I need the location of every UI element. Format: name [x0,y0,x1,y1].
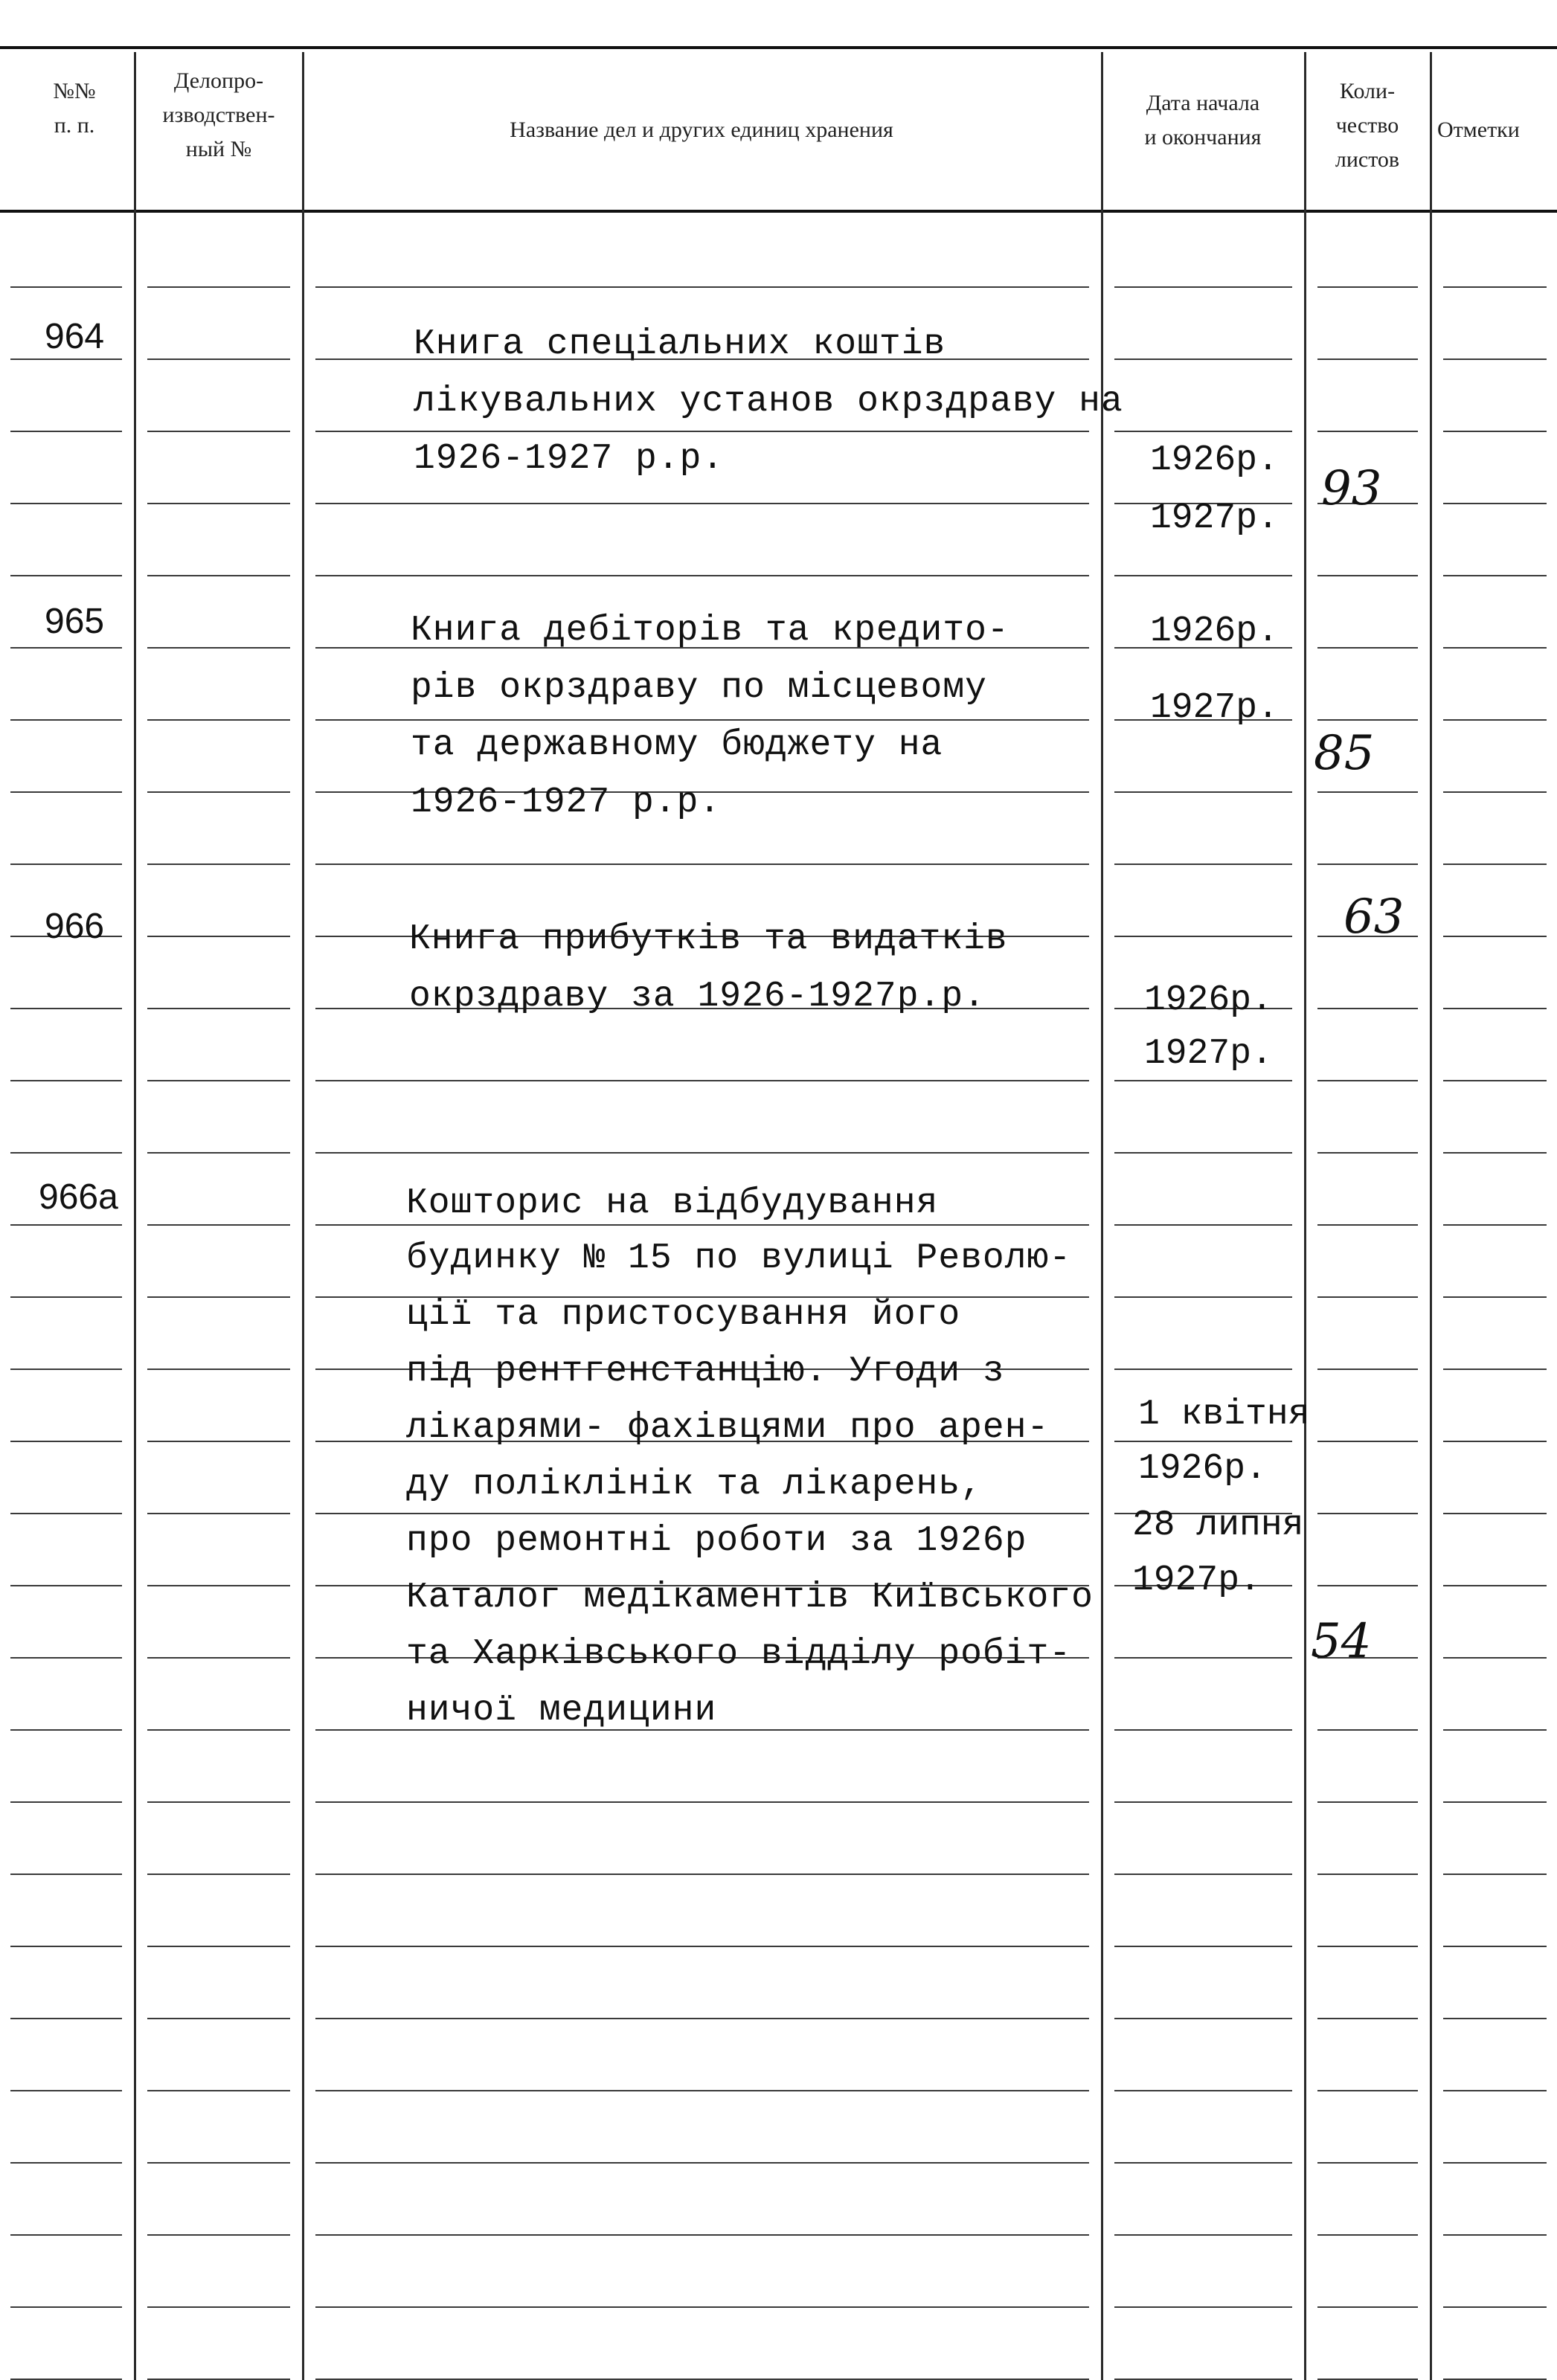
entry-date-start: 1 квітня [1138,1395,1310,1435]
ledger-rule-line [1443,1801,1547,1803]
entry-title-line: Книга спеціальних коштів [414,324,946,364]
entry-title-line: ції та пристосування його [406,1295,961,1335]
ledger-rule-line [1443,1513,1547,1514]
ledger-rule-line [315,1152,1089,1154]
ledger-rule-line [10,719,122,721]
entry-title-line: ничої медицини [406,1691,717,1731]
entry-title-line: Книга прибутків та видатків [409,919,1008,959]
ledger-rule-line [1114,575,1292,576]
column-divider-4 [1304,52,1306,2380]
entry-date-end: 1927р. [1144,1034,1273,1074]
ledger-rule-line [10,1657,122,1659]
ledger-rule-line [1114,1368,1292,1370]
ledger-rule-line [147,1946,290,1947]
entry-title-line: лікарями- фахівцями про арен- [406,1408,1050,1448]
ledger-rule-line [147,358,290,360]
ledger-rule-line [1443,2090,1547,2091]
ledger-rule-line [1317,2162,1418,2164]
ledger-rule-line [147,1585,290,1586]
entry-date-start: 1926р. [1150,440,1279,480]
ledger-rule-line [1317,1513,1418,1514]
entry-date-start: 1926р. [1150,611,1279,652]
entry-title-line: окрздраву за 1926-1927р.р. [409,977,986,1017]
ledger-rule-line [147,863,290,865]
entry-date-end: 1927р. [1150,688,1279,728]
ledger-rule-line [1443,647,1547,649]
entry-date-end: 28 липня [1132,1505,1304,1546]
entry-number: 966а [39,1177,118,1217]
ledger-rule-line [315,2306,1089,2308]
ledger-rule-line [10,575,122,576]
ledger-rule-line [1443,575,1547,576]
ledger-rule-line [1443,863,1547,865]
ledger-rule-line [10,431,122,432]
ledger-rule-line [1114,2162,1292,2164]
ledger-rule-line [10,1368,122,1370]
header-col-sheets: Коли- чество листов [1335,79,1400,172]
entry-title-line: будинку № 15 по вулиці Револю- [406,1238,1072,1279]
ledger-rule-line [1443,503,1547,504]
ledger-rule-line [10,1513,122,1514]
ledger-rule-line [1317,1441,1418,1442]
entry-sheet-count: 54 [1311,1614,1372,1669]
entry-title-line: про ремонтні роботи за 1926р [406,1521,1027,1561]
ledger-rule-line [1443,358,1547,360]
ledger-rule-line [147,1441,290,1442]
ledger-rule-line [1114,1080,1292,1081]
entry-date-start: 1926р. [1144,980,1273,1020]
ledger-rule-line [1317,1729,1418,1731]
ledger-rule-line [147,2018,290,2019]
ledger-rule-line [315,1874,1089,1875]
ledger-rule-line [315,2090,1089,2091]
ledger-rule-line [1443,1585,1547,1586]
ledger-rule-line [147,1874,290,1875]
ledger-rule-line [147,1296,290,1298]
ledger-rule-line [315,2018,1089,2019]
ledger-rule-line [1317,1080,1418,1081]
entry-date-end-year: 1927р. [1132,1560,1261,1601]
ledger-rule-line [10,1441,122,1442]
ledger-rule-line [10,1224,122,1226]
ledger-rule-line [147,1008,290,1009]
header-col-title: Название дел и других единиц хранения [510,118,893,142]
ledger-rule-line [315,863,1089,865]
ledger-rule-line [1114,1801,1292,1803]
ledger-rule-line [147,1801,290,1803]
ledger-rule-line [147,2090,290,2091]
ledger-rule-line [10,647,122,649]
ledger-rule-line [1443,286,1547,288]
ledger-rule-line [147,431,290,432]
ledger-rule-line [1317,719,1418,721]
ledger-rule-line [10,2234,122,2236]
ledger-rule-line [10,791,122,793]
ledger-rule-line [1317,1801,1418,1803]
ledger-rule-line [1114,2018,1292,2019]
ledger-rule-line [1443,1296,1547,1298]
ledger-rule-line [1443,2234,1547,2236]
entry-number: 964 [45,317,105,356]
ledger-rule-line [1443,1224,1547,1226]
ledger-rule-line [1443,2306,1547,2308]
ledger-rule-line [315,503,1089,504]
ledger-rule-line [1317,431,1418,432]
ledger-rule-line [147,286,290,288]
ledger-rule-line [147,936,290,937]
entry-number: 966 [45,907,105,946]
ledger-rule-line [315,1801,1089,1803]
ledger-rule-line [1317,1874,1418,1875]
ledger-rule-line [1114,1441,1292,1442]
ledger-rule-line [147,1513,290,1514]
header-col-office-number: Делопро- изводствен- ный № [162,68,275,161]
ledger-rule-line [1443,791,1547,793]
ledger-rule-line [1443,936,1547,937]
ledger-rule-line [1317,575,1418,576]
entry-sheet-count: 93 [1321,461,1382,516]
header-col-notes: Отметки [1437,118,1520,142]
ledger-rule-line [147,719,290,721]
ledger-rule-line [1114,358,1292,360]
ledger-rule-line [1443,1441,1547,1442]
ledger-rule-line [315,1946,1089,1947]
ledger-rule-line [1317,2018,1418,2019]
ledger-rule-line [10,1729,122,1731]
ledger-rule-line [10,1008,122,1009]
ledger-rule-line [1317,1296,1418,1298]
ledger-rule-line [147,1080,290,1081]
entry-title-line: 1926-1927 р.р. [411,782,722,823]
header-col-dates: Дата начала и окончания [1144,91,1262,149]
ledger-rule-line [315,2234,1089,2236]
ledger-rule-line [1443,2162,1547,2164]
entry-title-line: Каталог медікаментів Київського [406,1577,1094,1618]
ledger-rule-line [10,1874,122,1875]
ledger-rule-line [10,2018,122,2019]
column-divider-2 [302,52,304,2380]
ledger-rule-line [1114,863,1292,865]
ledger-rule-line [1443,1657,1547,1659]
ledger-rule-line [1443,719,1547,721]
ledger-rule-line [1317,358,1418,360]
entry-title-line: 1926-1927 р.р. [414,439,725,479]
header-top-rule [0,46,1557,49]
ledger-rule-line [10,1801,122,1803]
ledger-rule-line [1114,1874,1292,1875]
ledger-rule-line [147,2162,290,2164]
ledger-rule-line [10,286,122,288]
ledger-rule-line [1443,1946,1547,1947]
ledger-rule-line [10,1152,122,1154]
ledger-rule-line [1443,1008,1547,1009]
ledger-rule-line [147,2234,290,2236]
ledger-rule-line [1317,1368,1418,1370]
ledger-rule-line [315,286,1089,288]
ledger-rule-line [1317,2306,1418,2308]
ledger-rule-line [1317,1008,1418,1009]
ledger-rule-line [10,1946,122,1947]
entry-sheet-count: 85 [1314,726,1375,781]
ledger-rule-line [147,503,290,504]
ledger-rule-line [147,2306,290,2308]
ledger-rule-line [1317,1946,1418,1947]
ledger-rule-line [1443,1080,1547,1081]
ledger-rule-line [1114,286,1292,288]
ledger-rule-line [10,1585,122,1586]
entry-date-start-year: 1926р. [1138,1449,1267,1489]
ledger-rule-line [10,2306,122,2308]
entry-number: 965 [45,602,105,641]
ledger-rule-line [1114,791,1292,793]
header-bottom-rule [0,210,1557,213]
entry-title-line: рів окрздраву по місцевому [411,668,987,708]
ledger-rule-line [1317,1152,1418,1154]
entry-title-line: Кошторис на відбудування [406,1183,939,1223]
ledger-rule-line [10,2090,122,2091]
ledger-rule-line [147,1729,290,1731]
column-divider-5 [1430,52,1432,2380]
ledger-rule-line [1114,1224,1292,1226]
ledger-rule-line [147,1224,290,1226]
ledger-rule-line [1114,431,1292,432]
ledger-rule-line [10,1296,122,1298]
entry-title-line: та Харківського відділу робіт- [406,1634,1072,1674]
ledger-rule-line [147,791,290,793]
ledger-rule-line [1317,1224,1418,1226]
ledger-rule-line [1114,1729,1292,1731]
ledger-rule-line [1317,791,1418,793]
entry-title-line: та державному бюджету на [411,725,943,765]
entry-title-line: лікувальних установ окрздраву на [414,382,1123,422]
ledger-rule-line [1317,647,1418,649]
column-divider-1 [134,52,136,2380]
ledger-rule-line [315,1080,1089,1081]
ledger-rule-line [10,1080,122,1081]
entry-title-line: Книга дебіторів та кредито- [411,611,1009,651]
entry-title-line: ду поліклінік та лікарень, [406,1464,983,1505]
ledger-rule-line [1443,1368,1547,1370]
ledger-rule-line [10,358,122,360]
ledger-rule-line [147,1657,290,1659]
entry-sheet-count: 63 [1343,890,1404,945]
ledger-rule-line [1317,1585,1418,1586]
ledger-rule-line [1317,286,1418,288]
ledger-rule-line [1114,936,1292,937]
entry-date-end: 1927р. [1150,498,1279,538]
ledger-rule-line [1317,2234,1418,2236]
ledger-rule-line [1114,1296,1292,1298]
ledger-rule-line [1114,1946,1292,1947]
ledger-rule-line [147,575,290,576]
ledger-rule-line [1114,2090,1292,2091]
ledger-rule-line [1443,431,1547,432]
ledger-rule-line [315,575,1089,576]
ledger-rule-line [147,647,290,649]
ledger-rule-line [315,2162,1089,2164]
ledger-rule-line [10,2162,122,2164]
ledger-rule-line [10,863,122,865]
entry-title-line: під рентгенстанцію. Угоди з [406,1351,1005,1392]
ledger-rule-line [1317,863,1418,865]
ledger-rule-line [1317,2090,1418,2091]
header-col-number: №№ п. п. [53,79,96,138]
ledger-rule-line [1443,1874,1547,1875]
ledger-rule-line [1114,1657,1292,1659]
ledger-rule-line [1443,1152,1547,1154]
ledger-rule-line [147,1152,290,1154]
ledger-rule-line [1114,1152,1292,1154]
ledger-rule-line [1443,2018,1547,2019]
ledger-rule-line [147,1368,290,1370]
ledger-rule-line [10,503,122,504]
ledger-rule-line [1114,2306,1292,2308]
ledger-rule-line [1443,1729,1547,1731]
ledger-rule-line [1114,2234,1292,2236]
